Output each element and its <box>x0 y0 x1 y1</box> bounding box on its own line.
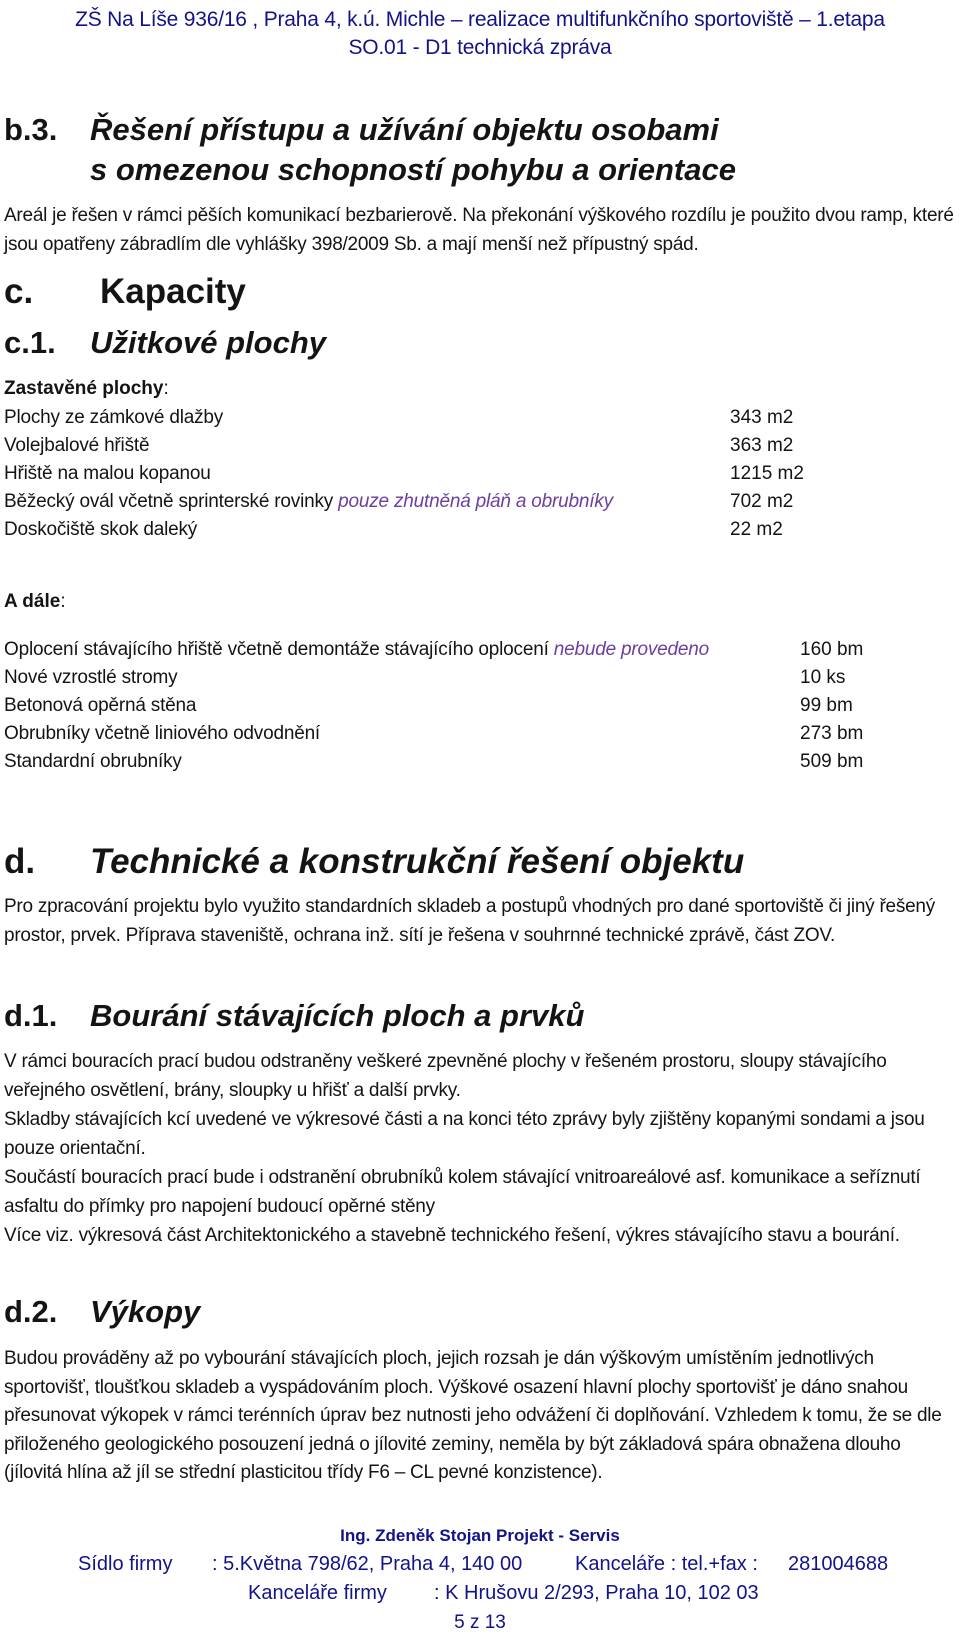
section-title: Výkopy <box>90 1294 201 1329</box>
section-title: Užitkové plochy <box>90 325 326 360</box>
section-d-heading <box>4 842 744 882</box>
footer-office-firm-value: : K Hrušovu 2/293, Praha 10, 102 03 <box>434 1582 759 1604</box>
section-title: Technické a konstrukční řešení objektu <box>90 842 745 881</box>
built-areas-label: Zastavěné plochy: <box>4 378 169 399</box>
section-b3-text: Areál je řešen v rámci pěších komunikací bezbarierově. Na překonání výškového rozdílu je použito dvou ramp, které jsou opatřeny zábradlím dle vyhlášky 398/2009 Sb. a mají menší než přípustný spád. <box>4 205 954 255</box>
section-d1-paragraph: Skladby stávajících kcí uvedené ve výkresové části a na konci této zprávy byly zjištěny kopanými sondami a jsou pouze orientační. <box>4 1109 925 1159</box>
document-header-title: ZŠ Na Líše 936/16 , Praha 4, k.ú. Michle – realizace multifunkčního sportoviště – 1.etapa <box>75 8 885 31</box>
section-number: d.2. <box>4 1294 58 1329</box>
section-b3-heading-cont: s omezenou schopností pohybu a orientace <box>90 152 736 187</box>
page-number: 5 z 13 <box>454 1612 506 1633</box>
footer-office-firm-label: Kanceláře firmy <box>248 1582 387 1604</box>
section-d-text: Pro zpracování projektu bylo využito standardních skladeb a postupů vhodných pro dané sportoviště či jiný řešený prostor, prvek. Příprava staveniště, ochrana inž. sítí je řešena v souhrnné technické zprávě, část ZOV. <box>4 896 935 946</box>
section-number: c. <box>4 272 34 311</box>
section-title: Kapacity <box>100 272 246 311</box>
list-item: Standardní obrubníky <box>4 751 182 772</box>
further-items-label: A dále: <box>4 591 66 612</box>
document-header-subtitle: SO.01 - D1 technická zpráva <box>348 36 612 59</box>
section-title: Řešení přístupu a užívání objektu osobami <box>90 112 719 147</box>
list-item-value: 22 m2 <box>730 519 783 540</box>
list-item-value: 273 bm <box>800 723 864 744</box>
section-number: d.1. <box>4 998 58 1033</box>
footer-seat-label: Sídlo firmy <box>78 1553 173 1575</box>
section-d2-text: Budou prováděny až po vybourání stávajících ploch, jejich rozsah je dán výškovým umístěním jednotlivých sportovišť, tloušťkou skladeb a vyspádováním ploch. Výškové osazení hlavní plochy sportovišť je dáno snahou přesunovat výkopek v rámci terénních úprav bez nutnosti jeho odvážení či doplňování. Vzhledem k tomu, že se dle přiloženého geologického posouzení jedná o jílovité zeminy, neměla by být základová spára obnažena dlouho (jílovitá hlína až jíl se střední plasticitou třídy F6 – CL pevné konzistence). <box>4 1348 942 1484</box>
section-number: d. <box>4 842 36 881</box>
list-item: Volejbalové hřiště <box>4 435 150 456</box>
section-number: c.1. <box>4 325 56 360</box>
list-item: Plochy ze zámkové dlažby <box>4 407 224 428</box>
section-d1-heading <box>4 998 584 1034</box>
list-item: Doskočiště skok daleký <box>4 519 198 540</box>
list-item-value: 343 m2 <box>730 407 794 428</box>
list-item: Betonová opěrná stěna <box>4 695 197 716</box>
list-item-value: 160 bm <box>800 639 864 660</box>
section-number: b.3. <box>4 112 58 147</box>
list-item-value: 10 ks <box>800 667 846 688</box>
list-item-value: 363 m2 <box>730 435 794 456</box>
list-item: Hřiště na malou kopanou <box>4 463 211 484</box>
list-item: Běžecký ovál včetně sprinterské rovinky pouze zhutněná pláň a obrubníky <box>4 491 613 512</box>
list-item-value: 99 bm <box>800 695 853 716</box>
list-item-value: 509 bm <box>800 751 864 772</box>
footer-offices-value: 281004688 <box>788 1553 889 1575</box>
section-title: Bourání stávajících ploch a prvků <box>90 998 585 1033</box>
section-c1-heading <box>4 325 326 361</box>
list-item: Oplocení stávajícího hřiště včetně demontáže stávajícího oplocení nebude provedeno <box>4 639 710 660</box>
section-d1-paragraph: Součástí bouracích prací bude i odstranění obrubníků kolem stávající vnitroareálové asf. komunikace a seříznutí asfaltu do přímky pro napojení budoucí opěrné stěny <box>4 1167 921 1217</box>
list-item-value: 1215 m2 <box>730 463 804 484</box>
list-item: Nové vzrostlé stromy <box>4 667 178 688</box>
footer-seat-value: : 5.Května 798/62, Praha 4, 140 00 <box>212 1553 523 1575</box>
footer-company: Ing. Zdeněk Stojan Projekt - Servis <box>340 1526 620 1545</box>
section-d2-heading <box>4 1294 200 1330</box>
list-item-value: 702 m2 <box>730 491 794 512</box>
section-d1-paragraph: V rámci bouracích prací budou odstraněny veškeré zpevněné plochy v řešeném prostoru, sloupy stávajícího veřejného osvětlení, brány, sloupky u hřišť a další prvky. <box>4 1051 887 1101</box>
section-b3-heading <box>4 112 719 148</box>
section-d1-paragraph: Více viz. výkresová část Architektonického a stavebně technického řešení, výkres stávajícího stavu a bourání. <box>4 1225 900 1246</box>
footer-offices-label: Kanceláře : tel.+fax : <box>575 1553 758 1575</box>
list-item: Obrubníky včetně liniového odvodnění <box>4 723 321 744</box>
section-c-heading <box>4 272 246 312</box>
